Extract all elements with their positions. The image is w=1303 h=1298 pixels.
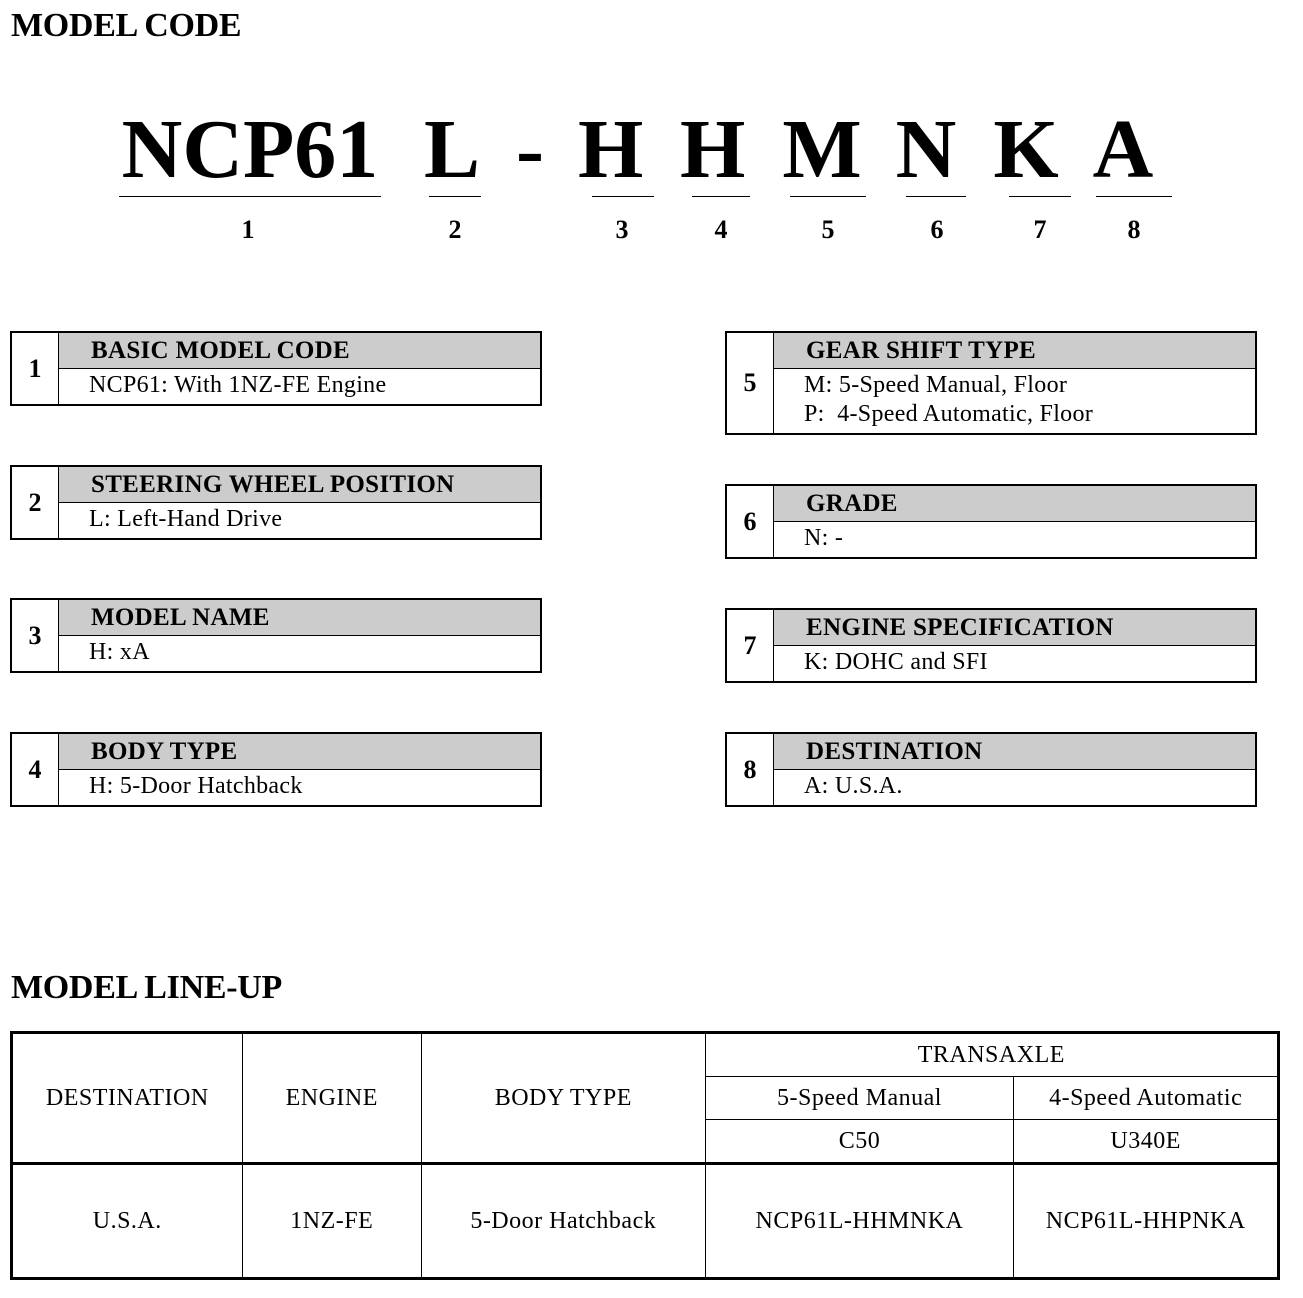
box-line: P: 4-Speed Automatic, Floor <box>804 401 1094 427</box>
box-number: 2 <box>12 467 59 538</box>
box-line: K: DOHC and SFI <box>804 649 988 675</box>
cell-automatic-model: NCP61L-HHPNKA <box>1014 1164 1279 1279</box>
box-body <box>774 770 1255 805</box>
box-number: 7 <box>727 610 774 681</box>
position-number-7: 7 <box>1033 215 1047 244</box>
model-lineup-table <box>10 1031 1280 1280</box>
header-automatic: 4-Speed Automatic <box>1014 1077 1279 1120</box>
box-title: BODY TYPE <box>59 734 540 770</box>
box-line: H: 5-Door Hatchback <box>89 773 303 799</box>
code-segment-body: H <box>680 103 746 196</box>
header-manual-code: C50 <box>705 1120 1014 1164</box>
code-segment-steering: L <box>423 103 481 196</box>
box-title: MODEL NAME <box>59 600 540 636</box>
box-line: A: U.S.A. <box>804 773 903 799</box>
underline-4 <box>692 196 750 197</box>
box-body <box>59 369 540 404</box>
box-body <box>774 646 1255 681</box>
box-line: N: - <box>804 525 844 551</box>
position-number-8: 8 <box>1127 215 1141 244</box>
position-number-5: 5 <box>821 215 835 244</box>
header-body-type: BODY TYPE <box>421 1033 705 1164</box>
box-body <box>59 503 540 538</box>
box-line: L: Left-Hand Drive <box>89 506 283 532</box>
box-title: DESTINATION <box>774 734 1255 770</box>
box-body-type <box>10 732 542 807</box>
cell-manual-model: NCP61L-HHMNKA <box>705 1164 1014 1279</box>
box-line: M: 5-Speed Manual, Floor <box>804 372 1068 398</box>
table-row <box>12 1164 1279 1279</box>
underline-6 <box>906 196 966 197</box>
cell-engine: 1NZ-FE <box>242 1164 421 1279</box>
box-number: 1 <box>12 333 59 404</box>
cell-destination: U.S.A. <box>12 1164 243 1279</box>
box-number: 3 <box>12 600 59 671</box>
header-automatic-code: U340E <box>1014 1120 1279 1164</box>
position-number-6: 6 <box>930 215 944 244</box>
box-grade <box>725 484 1257 559</box>
position-number-1: 1 <box>241 215 255 244</box>
underline-2 <box>429 196 481 197</box>
box-body <box>774 522 1255 557</box>
underline-8 <box>1096 196 1172 197</box>
box-title: GEAR SHIFT TYPE <box>774 333 1255 369</box>
box-destination <box>725 732 1257 807</box>
box-model-name <box>10 598 542 673</box>
code-segment-destination: A <box>1092 103 1154 196</box>
box-body <box>59 770 540 805</box>
box-engine-specification <box>725 608 1257 683</box>
underline-3 <box>592 196 654 197</box>
box-title: GRADE <box>774 486 1255 522</box>
header-engine: ENGINE <box>242 1033 421 1164</box>
model-lineup-heading: MODEL LINE-UP <box>11 969 282 1006</box>
box-basic-model-code <box>10 331 542 406</box>
underline-5 <box>790 196 866 197</box>
cell-body-type: 5-Door Hatchback <box>421 1164 705 1279</box>
box-number: 6 <box>727 486 774 557</box>
box-body <box>59 636 540 671</box>
box-number: 8 <box>727 734 774 805</box>
box-body <box>774 369 1255 433</box>
position-number-3: 3 <box>615 215 629 244</box>
code-segment-engine: K <box>993 103 1059 196</box>
code-segment-gear: M <box>782 103 862 196</box>
model-code-heading: MODEL CODE <box>11 7 242 44</box>
header-manual: 5-Speed Manual <box>705 1077 1014 1120</box>
underline-1 <box>119 196 381 197</box>
code-segment-model-name: H <box>578 103 644 196</box>
box-title: ENGINE SPECIFICATION <box>774 610 1255 646</box>
box-number: 5 <box>727 333 774 433</box>
header-transaxle: TRANSAXLE <box>705 1033 1278 1077</box>
box-gear-shift-type <box>725 331 1257 435</box>
header-destination: DESTINATION <box>12 1033 243 1164</box>
code-segment-basic: NCP61 <box>121 103 379 196</box>
box-line: NCP61: With 1NZ-FE Engine <box>89 372 387 398</box>
box-steering-wheel-position <box>10 465 542 540</box>
position-number-2: 2 <box>448 215 462 244</box>
position-number-4: 4 <box>714 215 728 244</box>
box-line: H: xA <box>89 639 150 665</box>
code-segment-hyphen: - <box>516 103 544 196</box>
underline-7 <box>1009 196 1071 197</box>
box-title: STEERING WHEEL POSITION <box>59 467 540 503</box>
code-segment-grade: N <box>895 103 957 196</box>
box-number: 4 <box>12 734 59 805</box>
box-title: BASIC MODEL CODE <box>59 333 540 369</box>
